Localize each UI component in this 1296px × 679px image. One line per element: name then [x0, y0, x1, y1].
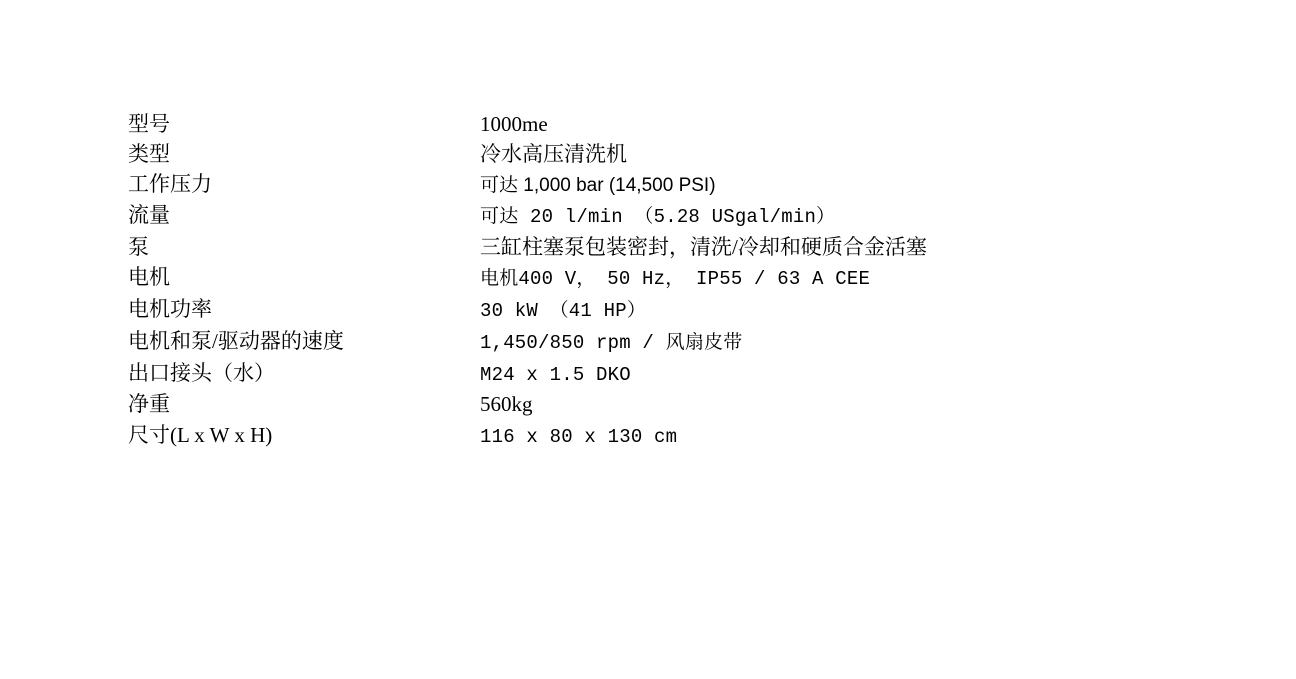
spec-value: 116 x 80 x 130 cm: [480, 425, 678, 448]
specification-table: [128, 112, 1188, 454]
spec-row: [128, 423, 1188, 449]
spec-label: 型号: [128, 112, 170, 136]
spec-row: [128, 392, 1188, 416]
spec-value: M24 x 1.5 DKO: [480, 363, 631, 386]
spec-label: 电机功率: [128, 296, 212, 321]
spec-value: 30 kW （41 HP）: [480, 299, 647, 322]
spec-label: 类型: [128, 142, 170, 167]
spec-row: [128, 265, 1188, 291]
spec-row: [128, 203, 1188, 229]
spec-label: 流量: [128, 203, 170, 228]
spec-row: [128, 112, 1188, 136]
spec-row: [128, 235, 1188, 259]
spec-value: 560kg: [480, 392, 533, 417]
spec-label: 净重: [128, 392, 170, 417]
spec-value: 1000me: [480, 112, 548, 136]
spec-label: 出口接头（水）: [128, 360, 275, 385]
spec-label: 尺寸(L x W x H): [128, 422, 273, 447]
spec-row: [128, 142, 1188, 166]
spec-row: [128, 172, 1188, 197]
spec-value: 可达 1,000 bar (14,500 PSI): [480, 175, 716, 197]
spec-label: 电机和泵/驱动器的速度: [128, 328, 344, 353]
spec-label: 电机: [128, 265, 170, 290]
spec-value: 三缸柱塞泵包装密封，清洗/冷却和硬质合金活塞: [480, 234, 927, 259]
spec-row: [128, 329, 1188, 355]
spec-label: 工作压力: [128, 172, 212, 197]
spec-row: [128, 297, 1188, 323]
spec-label: 泵: [128, 234, 149, 259]
spec-value: 1,450/850 rpm / 风扇皮带: [480, 331, 743, 354]
spec-value: 电机400 V， 50 Hz， IP55 / 63 A CEE: [480, 268, 871, 291]
spec-value: 冷水高压清洗机: [480, 142, 627, 167]
spec-row: [128, 361, 1188, 387]
spec-value: 可达 20 l/min （5.28 USgal/min）: [480, 206, 836, 229]
